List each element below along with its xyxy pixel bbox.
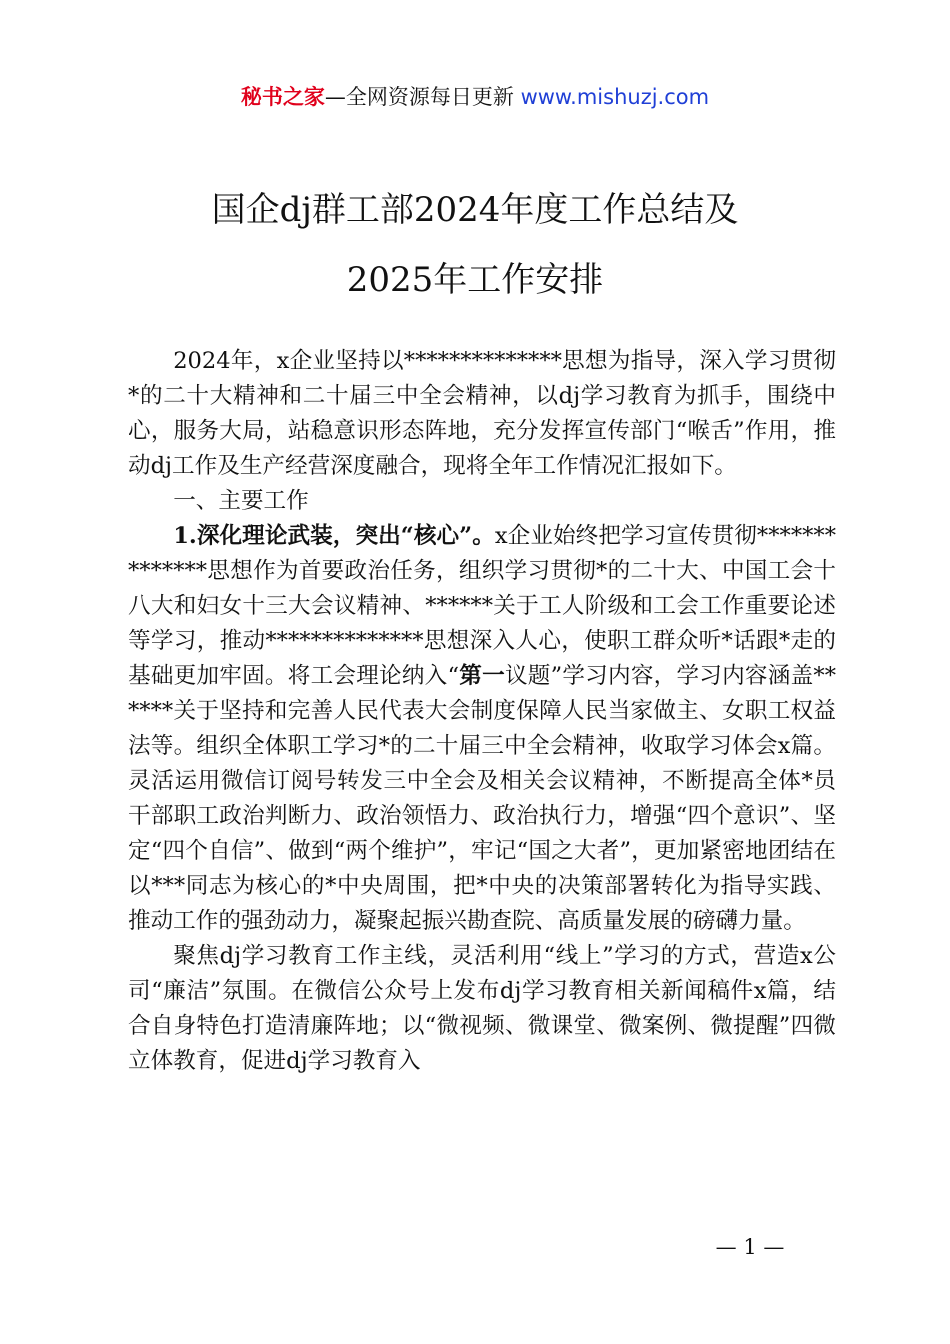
document-title-line1: 国企dj群工部2024年度工作总结及: [211, 190, 739, 230]
site-brand: 秘书之家: [240, 85, 325, 109]
paragraph-3: 聚焦dj学习教育工作主线，灵活利用“线上”学习的方式，营造x公司“廉洁”氛围。在微信公众号上发布dj学习教育相关新闻稿件x篇，结合自身特色打造清廉阵地；以“微视频、微课堂、微案例、微提醒”四微立体教育，促进dj学习教育入: [128, 943, 836, 1074]
document-body: [128, 344, 836, 1079]
item1-lead: 1.深化理论武装，突出“核心”。: [173, 523, 495, 549]
site-url-link[interactable]: www.mishuzj.com: [520, 85, 710, 109]
item1-text-b: 议题”学习内容，学习内容涵盖******关于坚持和完善人民代表大会制度保障人民当家做主、女职工权益法等。组织全体职工学习*的二十届三中全会精神，收取学习体会x篇。灵活运用微信订阅号转发三中全会及相关会议精神，不断提高全体*员干部职工政治判断力、政治领悟力、政治执行力，增强“四个意识”、坚定“四个自信”、做到“两个维护”，牢记“国之大者”，更加紧密地团结在以***同志为核心的*中央周围，把*中央的决策部署转化为指导实践、推动工作的强劲动力，凝聚起振兴勘查院、高质量发展的磅礴力量。: [128, 663, 836, 934]
site-slogan: —全网资源每日更新: [324, 85, 521, 109]
page-number: — 1 —: [715, 1235, 785, 1259]
site-header: [0, 82, 950, 112]
section-heading: 一、主要工作: [173, 488, 309, 514]
intro-paragraph: 2024年，x企业坚持以**************思想为指导，深入学习贯彻*的二十大精神和二十届三中全会精神，以dj学习教育为抓手，围绕中心，服务大局，站稳意识形态阵地，充分发挥宣传部门“喉舌”作用，推动dj工作及生产经营深度融合，现将全年工作情况汇报如下。: [128, 348, 836, 479]
item1-text-a: x企业始终把学习宣传贯彻**************思想作为首要政治任务，组织学习贯彻*的二十大、中国工会十八大和妇女十三大会议精神、******关于工人阶级和工会工作重要论述等学习，推动**************思想深入人心，使职工群众听*话跟*走的基础更加牢固。将工会理论纳入“: [128, 523, 837, 689]
document-title-line2: 2025年工作安排: [346, 260, 604, 300]
item1-emphasis: 第一: [459, 663, 505, 689]
item1-paragraph: [128, 519, 836, 939]
